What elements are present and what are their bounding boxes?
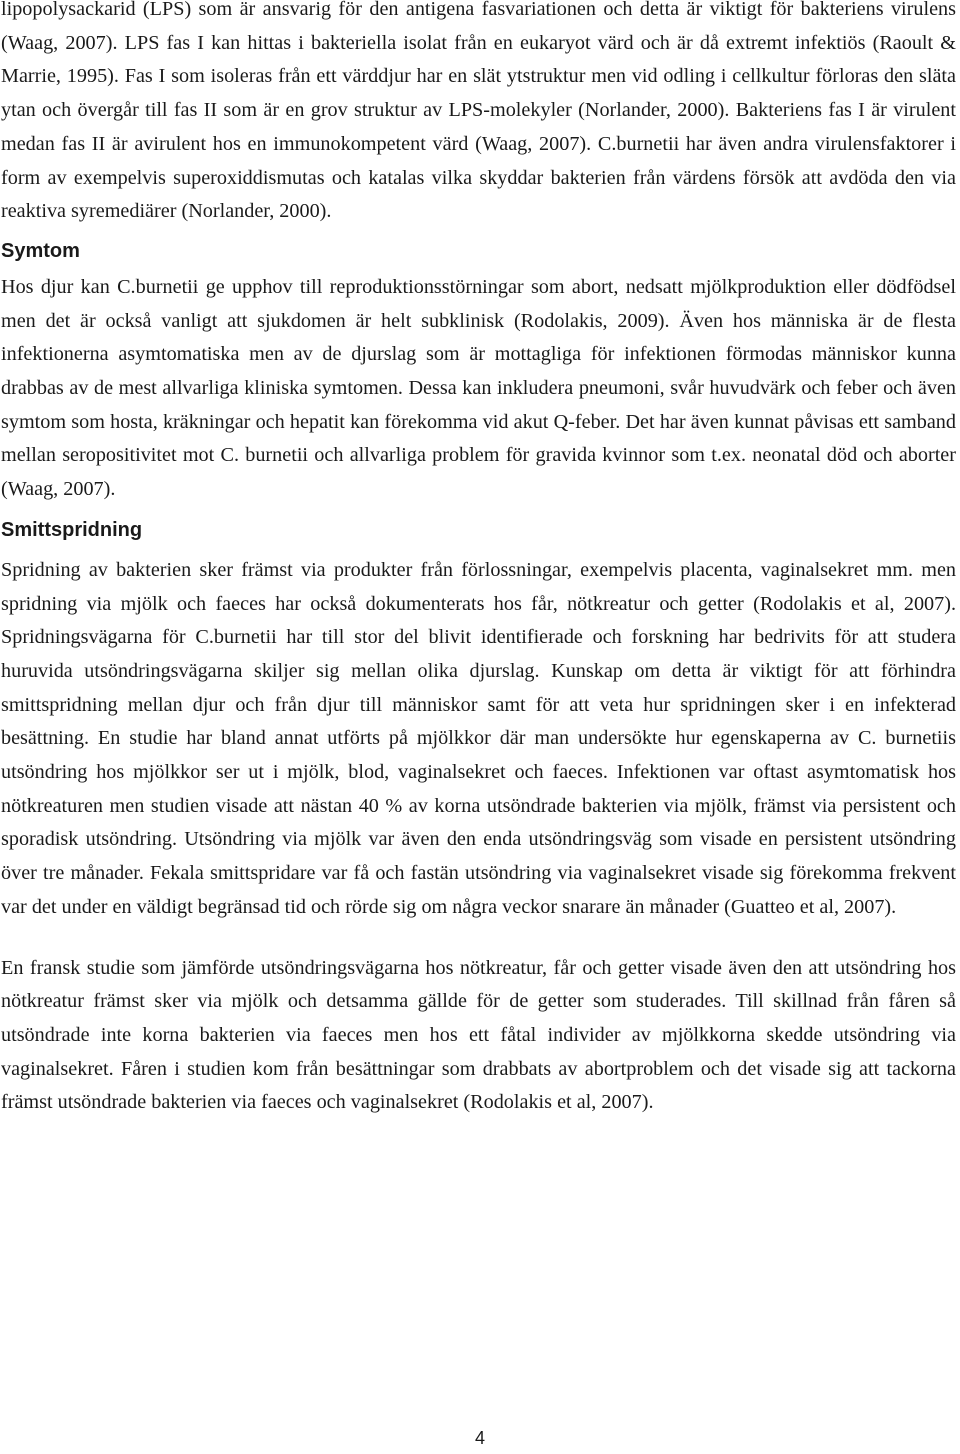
paragraph-intro: lipopolysackarid (LPS) som är ansvarig för den antigena fasvariationen och detta är viktigt för bakteriens virulens (Waag, 2007). LPS fas I kan hittas i bakteriella isolat från en eukaryot värd och är då extremt infektiös (Raoult & Marrie, 1995). Fas I som isoleras från ett värddjur har en slät ytstruktur men vid odling i cellkultur förloras den släta ytan och övergår till fas II som är en grov struktur av LPS-molekyler (Norlander, 2000). Bakteriens fas I är virulent medan fas II är avirulent hos en immunokompetent värd (Waag, 2007). C.burnetii har även andra virulensfaktorer i form av exempelvis superoxiddismutas och katalas vilka skyddar bakterien från värdens försök att avdöda den via reaktiva syremediärer (Norlander, 2000).: [1, 0, 956, 223]
paragraph-smittspridning-1: Spridning av bakterien sker främst via produkter från förlossningar, exempelvis placenta, vaginalsekret mm. men spridning via mjölk och faeces har också dokumenterats hos får, nötkreatur och getter (Rodolakis et al, 2007). Spridningsvägarna för C.burnetii har till stor del blivit identifierade och forskning har bedrivits för att studera huruvida utsöndringsvägarna skiljer sig mellan olika djurslag. Kunskap om detta är viktigt för att förhindra smittspridning mellan djur och från djur till människor samt för att veta hur spridningen sker i en infekterad besättning. En studie har bland annat utförts på mjölkkor där man undersökte hur egenskaperna av C. burnetiis utsöndring hos mjölkkor ser ut i mjölk, blod, vaginalsekret och faeces. Infektionen var oftast asymtomatisk hos nötkreaturen men studien visade att nästan 40 % av korna utsöndrade bakterien via mjölk, främst via persistent och sporadisk utsöndring. Utsöndring via mjölk var även den enda utsöndringsväg som visade en persistent utsöndring över tre månader. Fekala smittspridare var få och fastän utsöndring via vaginalsekret visade sig förekomma frekvent var det under en väldigt begränsad tid och rörde sig om några veckor snarare än månader (Guatteo et al, 2007).: [1, 558, 956, 918]
paragraph-smittspridning-2: En fransk studie som jämförde utsöndringsvägarna hos nötkreatur, får och getter visade även den att utsöndring hos nötkreatur främst sker via mjölk och detsamma gällde för de getter som studerades. Till skillnad från fåren så utsöndrade inte korna bakterien via faeces men hos ett fåtal individer av mjölkkorna skedde utsöndring via vaginalsekret. Fåren i studien kom från besättningar som drabbats av abortproblem och det visade sig att tackorna främst utsöndrade bakterien via faeces och vaginalsekret (Rodolakis et al, 2007).: [1, 956, 956, 1114]
section-heading-smittspridning: Smittspridning: [1, 518, 143, 541]
paragraph-symtom: Hos djur kan C.burnetii ge upphov till reproduktionsstörningar som abort, nedsatt mjölkproduktion eller dödfödsel men det är också vanligt att sjukdomen är helt subklinisk (Rodolakis, 2009). Även hos människa är de flesta infektionerna asymtomatiska men av de djurslag som är mottagliga för infektionen förmodas människor kunna drabbas av de mest allvarliga kliniska symtomen. Dessa kan inkludera pneumoni, svår huvudvärk och feber och även symtom som hosta, kräkningar och hepatit kan förekomma vid akut Q-feber. Det har även kunnat påvisas ett samband mellan seropositivitet mot C. burnetii och allvarliga problem för gravida kvinnor som t.ex. neonatal död och aborter (Waag, 2007).: [1, 275, 956, 501]
section-heading-symtom: Symtom: [1, 239, 80, 262]
page-number: 4: [474, 1428, 485, 1448]
